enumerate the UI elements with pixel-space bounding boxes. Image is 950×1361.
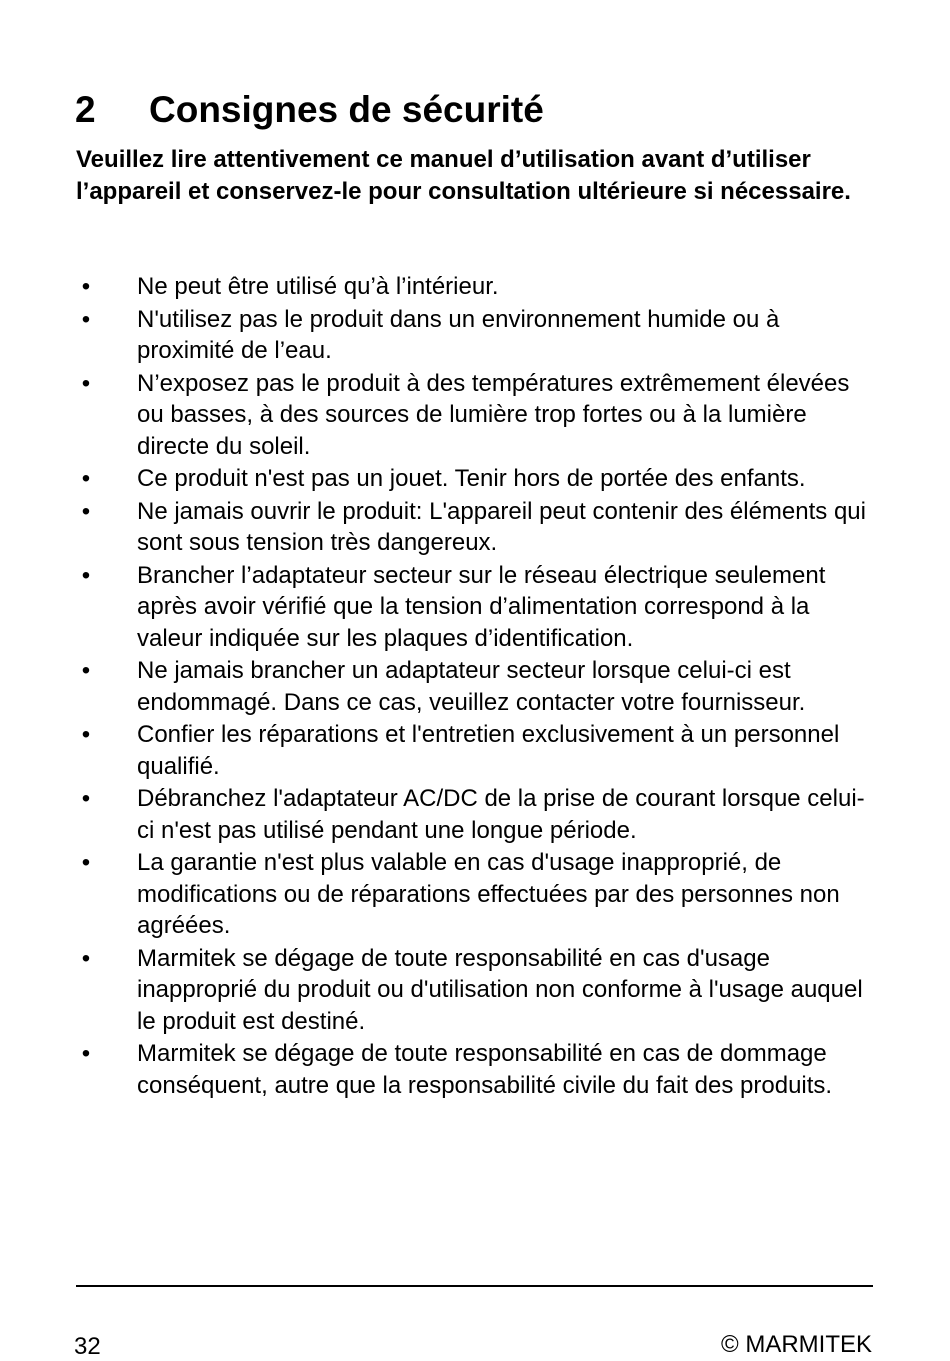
list-item <box>0 496 877 559</box>
list-item-text: N'utilisez pas le produit dans un environnement humide ou à proximité de l’eau. <box>137 305 780 364</box>
section-number: 2 <box>75 89 96 130</box>
bullet-icon: • <box>81 1040 91 1067</box>
list-item-text: Brancher l’adaptateur secteur sur le réseau électrique seulement après avoir vérifié que la tension d’alimentation correspond à la valeur indiquée sur les plaques d’identification. <box>137 561 826 652</box>
list-item-text: La garantie n'est plus valable en cas d'usage inapproprié, de modifications ou de réparations effectuées par des personnes non agréées. <box>137 849 840 939</box>
list-item <box>0 463 877 495</box>
list-item <box>0 847 877 942</box>
list-item-text: Ce produit n'est pas un jouet. Tenir hors de portée des enfants. <box>137 465 806 492</box>
list-item <box>0 1038 877 1101</box>
section-heading <box>75 86 544 134</box>
list-item <box>0 304 877 367</box>
safety-list <box>0 271 950 1102</box>
list-item-text: Ne jamais brancher un adaptateur secteur lorsque celui-ci est endommagé. Dans ce cas, veuillez contacter votre fournisseur. <box>137 657 806 716</box>
copyright-notice: © MARMITEK <box>720 1331 872 1358</box>
bullet-icon: • <box>81 944 91 972</box>
list-item <box>0 719 877 782</box>
list-item-text: Marmitek se dégage de toute responsabilité en cas de dommage conséquent, autre que la responsabilité civile du fait des produits. <box>137 1040 833 1099</box>
list-item-text: N’exposez pas le produit à des températures extrêmement élevées ou basses, à des sources de lumière trop fortes ou à la lumière directe du soleil. <box>137 369 850 460</box>
list-item <box>0 943 877 1038</box>
bullet-icon: • <box>81 369 91 397</box>
bullet-icon: • <box>81 465 91 492</box>
list-item-text: Marmitek se dégage de toute responsabilité en cas d'usage inapproprié du produit ou d'utilisation non conforme à l'usage auquel le produit est destiné. <box>137 944 863 1035</box>
footer-divider <box>76 1285 873 1287</box>
list-item <box>0 783 877 846</box>
list-item-text: Confier les réparations et l'entretien exclusivement à un personnel qualifié. <box>137 721 840 780</box>
bullet-icon: • <box>81 849 91 876</box>
list-item <box>0 560 877 655</box>
bullet-icon: • <box>81 273 91 300</box>
list-item-text: Débranchez l'adaptateur AC/DC de la prise de courant lorsque celui-ci n'est pas utilisé pendant une longue période. <box>137 785 865 844</box>
list-item-text: Ne jamais ouvrir le produit: L'appareil peut contenir des éléments qui sont sous tension très dangereux. <box>137 497 866 556</box>
page-number: 32 <box>74 1333 101 1360</box>
list-item <box>0 271 877 303</box>
intro-paragraph: Veuillez lire attentivement ce manuel d’utilisation avant d’utiliser l’appareil et conservez-le pour consultation ultérieure si nécessaire. <box>76 146 851 205</box>
list-item-text: Ne peut être utilisé qu’à l’intérieur. <box>137 273 499 300</box>
bullet-icon: • <box>81 561 91 589</box>
list-item <box>0 368 877 463</box>
bullet-icon: • <box>81 657 91 684</box>
bullet-icon: • <box>81 721 91 748</box>
bullet-icon: • <box>81 305 91 333</box>
bullet-icon: • <box>81 497 91 525</box>
bullet-icon: • <box>81 785 91 812</box>
list-item <box>0 655 877 718</box>
section-title: Consignes de sécurité <box>149 89 544 130</box>
